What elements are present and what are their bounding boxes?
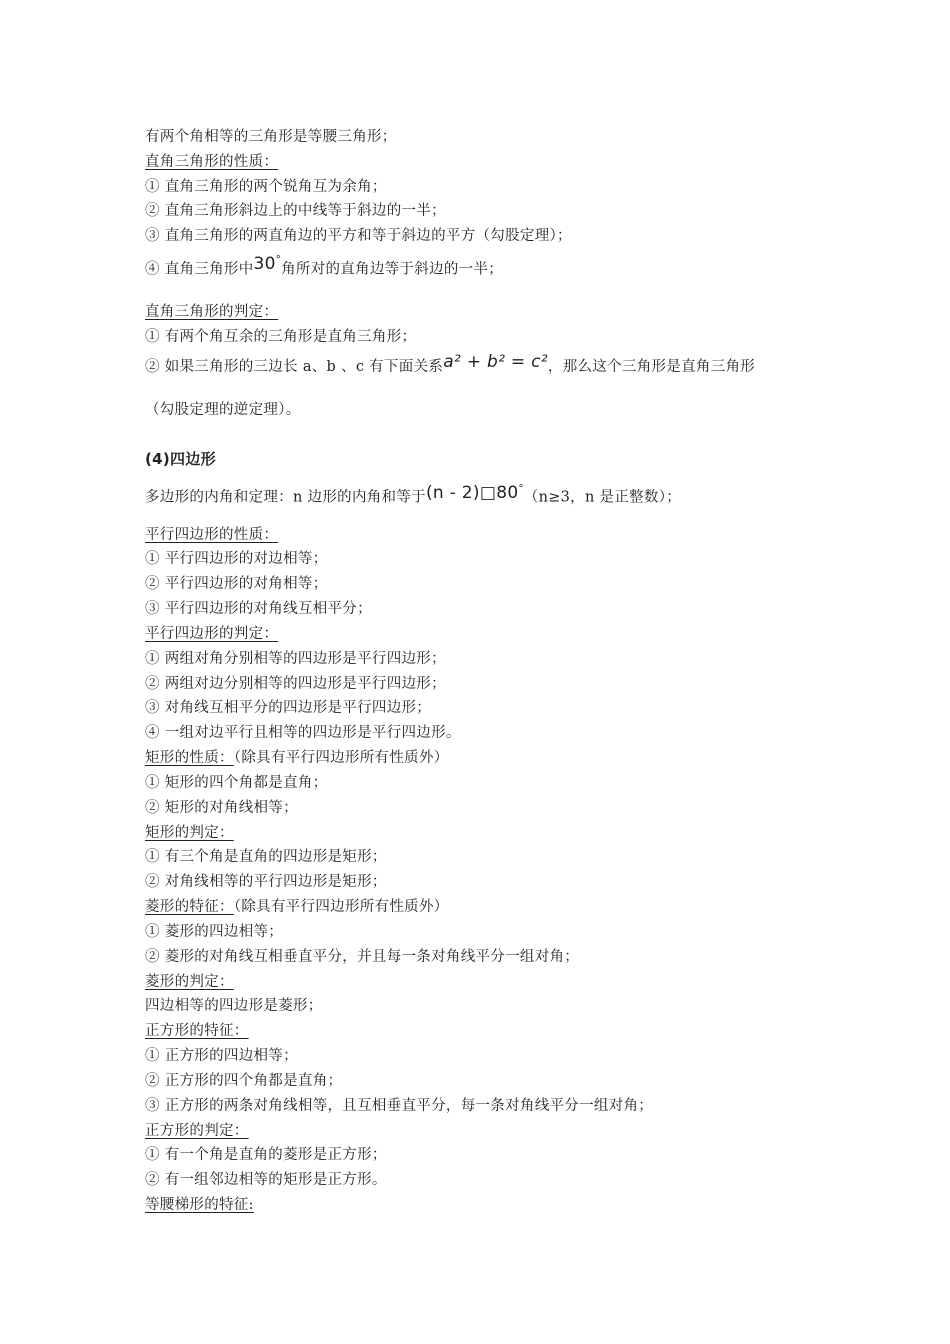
list-item: ② 直角三角形斜边上的中线等于斜边的一半； xyxy=(145,203,446,219)
list-item: ① 平行四边形的对边相等； xyxy=(145,551,328,567)
list-item: ③ 正方形的两条对角线相等，且互相垂直平分，每一条对角线平分一组对角； xyxy=(145,1098,654,1114)
list-item: ① 有一个角是直角的菱形是正方形； xyxy=(145,1147,387,1163)
list-item: ③ 直角三角形的两直角边的平方和等于斜边的平方（勾股定理）； xyxy=(145,228,572,244)
section-heading: 正方形的特征： xyxy=(145,1023,249,1039)
list-item: ③ 平行四边形的对角线互相平分； xyxy=(145,601,372,617)
text-line: 有两个角相等的三角形是等腰三角形； xyxy=(145,129,397,145)
list-item: ② 有一组邻边相等的矩形是正方形。 xyxy=(145,1172,387,1188)
list-item: ④ 直角三角形中30°角所对的直角边等于斜边的一半； xyxy=(145,253,504,278)
section-title: (4)四边形 xyxy=(145,450,216,468)
list-item: ② 平行四边形的对角相等； xyxy=(145,576,328,592)
list-item: ① 正方形的四边相等； xyxy=(145,1048,298,1064)
math-formula: (n - 2)□80° xyxy=(425,482,524,503)
section-heading: 直角三角形的性质： xyxy=(145,154,279,170)
section-heading: 直角三角形的判定： xyxy=(145,304,279,320)
list-item: ① 直角三角形的两个锐角互为余角； xyxy=(145,179,387,195)
text-line: （勾股定理的逆定理）。 xyxy=(145,402,301,418)
list-item: ① 有两个角互余的三角形是直角三角形； xyxy=(145,329,417,345)
list-item: ③ 对角线互相平分的四边形是平行四边形； xyxy=(145,700,432,716)
list-item: ② 正方形的四个角都是直角； xyxy=(145,1073,343,1089)
math-formula: 30° xyxy=(253,253,282,274)
text-line: 多边形的内角和定理：n 边形的内角和等于(n - 2)□80°（n≥3，n 是正整数）； xyxy=(145,482,682,506)
section-heading: 正方形的判定： xyxy=(145,1123,249,1139)
section-heading: 平行四边形的性质： xyxy=(145,527,279,543)
list-item: ② 对角线相等的平行四边形是矩形； xyxy=(145,874,387,890)
list-item: ② 两组对边分别相等的四边形是平行四边形； xyxy=(145,676,446,692)
text-line: 四边相等的四边形是菱形； xyxy=(145,998,323,1014)
list-item: ① 有三个角是直角的四边形是矩形； xyxy=(145,849,387,865)
list-item: ② 矩形的对角线相等； xyxy=(145,800,298,816)
section-heading: 矩形的性质：（除具有平行四边形所有性质外） xyxy=(145,750,449,766)
math-formula: a² + b² = c² xyxy=(443,352,548,372)
section-heading: 菱形的特征：（除具有平行四边形所有性质外） xyxy=(145,899,449,915)
section-heading: 菱形的判定： xyxy=(145,974,234,990)
list-item: ② 如果三角形的三边长 a、b 、c 有下面关系a² + b² = c²，那么这个三角形是直角三角形 xyxy=(145,352,756,375)
list-item: ④ 一组对边平行且相等的四边形是平行四边形。 xyxy=(145,725,461,741)
section-heading: 等腰梯形的特征: xyxy=(145,1197,254,1213)
section-heading: 矩形的判定： xyxy=(145,825,234,841)
list-item: ① 菱形的四边相等； xyxy=(145,924,284,940)
list-item: ① 两组对角分别相等的四边形是平行四边形； xyxy=(145,651,446,667)
section-heading: 平行四边形的判定： xyxy=(145,626,279,642)
list-item: ② 菱形的对角线互相垂直平分，并且每一条对角线平分一组对角； xyxy=(145,949,580,965)
list-item: ① 矩形的四个角都是直角； xyxy=(145,775,328,791)
